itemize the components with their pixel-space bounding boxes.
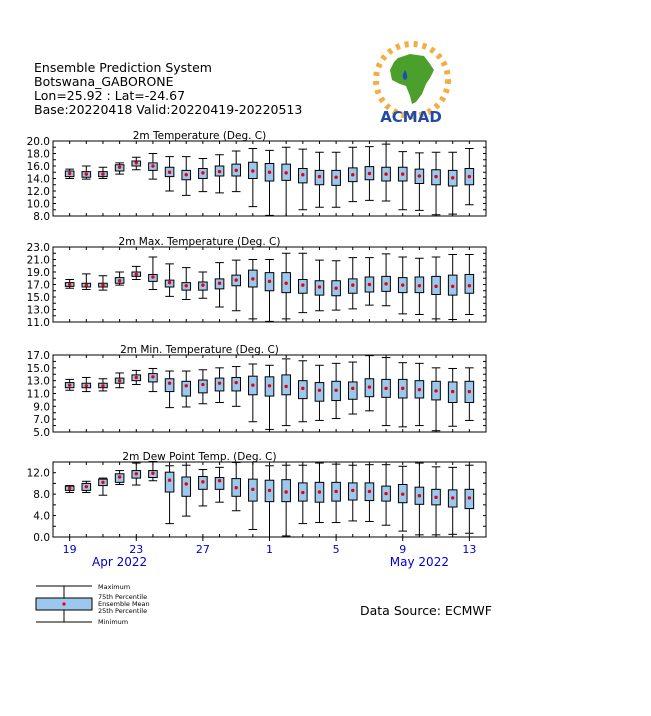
legend-mean-marker: [62, 602, 65, 605]
box-day-14: [282, 147, 291, 216]
y-tick-label: 8.0: [33, 489, 50, 502]
mean-marker: [151, 164, 154, 167]
mean-marker: [384, 282, 387, 285]
mean-marker: [351, 173, 354, 176]
y-tick-label: 0.0: [33, 532, 50, 544]
box-day-6: [149, 154, 158, 180]
box-day-4: [115, 373, 124, 388]
box-day-8: [182, 268, 191, 300]
mean-marker: [351, 283, 354, 286]
mean-marker: [234, 486, 237, 489]
box-day-10: [215, 263, 224, 307]
mean-marker: [151, 375, 154, 378]
mean-marker: [401, 172, 404, 175]
mean-marker: [168, 281, 171, 284]
mean-marker: [468, 496, 471, 499]
box-day-19: [365, 147, 374, 201]
box-day-19: [365, 356, 374, 411]
y-tick-label: 12.0: [26, 467, 50, 480]
box-day-22: [415, 463, 424, 535]
mean-marker: [251, 277, 254, 280]
box-day-1: [65, 280, 74, 289]
mean-marker: [318, 490, 321, 493]
box-day-15: [299, 149, 308, 210]
box-day-7: [165, 264, 174, 297]
mean-marker: [301, 387, 304, 390]
box-day-6: [149, 368, 158, 391]
y-tick-label: 5.0: [33, 427, 50, 439]
box-day-7: [165, 371, 174, 408]
box-day-21: [398, 257, 407, 314]
legend-p25: 25th Percentile: [98, 607, 148, 615]
station-coords: Lon=25.92 : Lat=-24.67: [34, 88, 186, 103]
box-day-13: [265, 365, 274, 429]
box-day-1: [65, 486, 74, 493]
box-day-4: [115, 163, 124, 174]
box-day-12: [249, 149, 258, 207]
x-tick-label: 13: [462, 543, 477, 556]
mean-marker: [451, 285, 454, 288]
mean-marker: [301, 173, 304, 176]
mean-marker: [268, 384, 271, 387]
mean-marker: [334, 490, 337, 493]
box-day-4: [115, 272, 124, 285]
mean-marker: [234, 169, 237, 172]
panel-title: 2m Min. Temperature (Deg. C): [120, 344, 279, 356]
y-tick-label: 20.0: [26, 136, 50, 148]
x-tick-label: 23: [129, 543, 144, 556]
box-day-21: [398, 466, 407, 531]
mean-marker: [334, 287, 337, 290]
y-tick-label: 15.0: [26, 292, 50, 304]
box-day-14: [282, 359, 291, 426]
mean-marker: [251, 383, 254, 386]
x-tick-label: 1: [266, 543, 273, 556]
x-month-label: May 2022: [389, 555, 449, 569]
y-tick-label: 17.0: [26, 279, 50, 292]
box-day-20: [382, 465, 391, 526]
box-day-3: [99, 478, 108, 495]
box-day-8: [182, 371, 191, 407]
iqr-box: [465, 275, 474, 294]
box-day-1: [65, 169, 74, 178]
box-day-18: [348, 362, 357, 414]
y-tick-label: 10.0: [26, 198, 50, 211]
box-day-17: [332, 464, 341, 522]
box-day-16: [315, 365, 324, 420]
x-tick-label: 9: [399, 543, 407, 556]
iqr-box: [165, 379, 174, 392]
box-day-24: [448, 368, 457, 426]
box-day-10: [215, 467, 224, 502]
mean-marker: [318, 389, 321, 392]
box-day-13: [265, 466, 274, 537]
mean-marker: [168, 171, 171, 174]
legend-maximum: Maximum: [98, 583, 131, 591]
box-day-5: [132, 463, 141, 485]
box-day-11: [232, 260, 241, 311]
box-day-17: [332, 363, 341, 418]
panel-title: 2m Dew Point Temp. (Deg. C): [122, 451, 277, 463]
mean-marker: [301, 283, 304, 286]
panel-title: 2m Temperature (Deg. C): [132, 130, 267, 142]
box-day-2: [82, 481, 91, 492]
mean-marker: [251, 169, 254, 172]
mean-marker: [451, 176, 454, 179]
box-day-21: [398, 152, 407, 210]
mean-marker: [334, 176, 337, 179]
box-day-10: [215, 155, 224, 193]
iqr-box: [182, 381, 191, 396]
legend-p75: 75th Percentile: [98, 593, 148, 601]
box-day-19: [365, 258, 374, 306]
mean-marker: [434, 285, 437, 288]
mean-marker: [85, 283, 88, 286]
y-tick-label: 19.0: [26, 267, 50, 279]
panel-2: [27, 236, 486, 329]
box-day-4: [115, 471, 124, 485]
y-tick-label: 4.0: [33, 510, 50, 523]
mean-marker: [101, 283, 104, 286]
mean-marker: [401, 387, 404, 390]
box-day-6: [149, 461, 158, 480]
box-day-11: [232, 367, 241, 407]
y-tick-label: 8.0: [33, 211, 50, 223]
y-tick-label: 11.0: [26, 317, 50, 329]
mean-marker: [268, 280, 271, 283]
box-day-3: [99, 379, 108, 391]
panel-3: [27, 344, 486, 439]
mean-marker: [318, 175, 321, 178]
box-day-12: [249, 364, 258, 422]
mean-marker: [418, 388, 421, 391]
mean-marker: [451, 496, 454, 499]
y-tick-label: 12.0: [26, 186, 50, 198]
mean-marker: [351, 489, 354, 492]
box-day-12: [249, 462, 258, 530]
mean-marker: [418, 174, 421, 177]
y-tick-label: 18.0: [26, 148, 50, 161]
mean-marker: [434, 175, 437, 178]
y-tick-label: 7.0: [33, 414, 50, 427]
box-day-2: [82, 166, 91, 179]
iqr-box: [182, 477, 191, 496]
box-day-6: [149, 257, 158, 290]
box-day-18: [348, 465, 357, 521]
box-day-17: [332, 261, 341, 310]
box-day-23: [432, 368, 441, 431]
box-day-12: [249, 260, 258, 319]
mean-marker: [368, 172, 371, 175]
logo-text: ACMAD: [380, 108, 442, 126]
mean-marker: [284, 282, 287, 285]
x-tick-label: 19: [62, 543, 77, 556]
legend-mean: Ensemble Mean: [98, 600, 150, 608]
y-tick-label: 17.0: [26, 350, 50, 362]
chart-title: Ensemble Prediction System: [34, 60, 212, 75]
mean-marker: [168, 382, 171, 385]
mean-marker: [301, 491, 304, 494]
legend-minimum: Minimum: [98, 618, 129, 626]
mean-marker: [418, 494, 421, 497]
box-day-2: [82, 274, 91, 290]
box-day-13: [265, 260, 274, 322]
mean-marker: [434, 496, 437, 499]
legend: [36, 583, 150, 626]
box-day-16: [315, 152, 324, 207]
mean-marker: [135, 273, 138, 276]
box-day-25: [465, 465, 474, 533]
mean-marker: [351, 387, 354, 390]
box-day-15: [299, 465, 308, 523]
iqr-box: [348, 382, 357, 399]
forecast-dates: Base:20220418 Valid:20220419-20220513: [34, 102, 303, 117]
mean-marker: [401, 283, 404, 286]
box-day-20: [382, 144, 391, 201]
mean-marker: [185, 173, 188, 176]
mean-marker: [384, 387, 387, 390]
box-day-24: [448, 467, 457, 534]
mean-marker: [68, 487, 71, 490]
box-day-18: [348, 258, 357, 309]
box-day-22: [415, 363, 424, 425]
africa-shape-icon: [390, 54, 434, 104]
mean-marker: [218, 170, 221, 173]
box-day-23: [432, 152, 441, 215]
box-day-23: [432, 467, 441, 535]
mean-marker: [451, 390, 454, 393]
box-day-15: [299, 253, 308, 312]
box-day-25: [465, 255, 474, 315]
mean-marker: [151, 275, 154, 278]
mean-marker: [334, 389, 337, 392]
mean-marker: [118, 379, 121, 382]
box-day-9: [199, 159, 208, 192]
mean-marker: [101, 172, 104, 175]
iqr-box: [165, 472, 174, 492]
mean-marker: [318, 285, 321, 288]
x-tick-label: 27: [195, 543, 210, 556]
box-day-15: [299, 361, 308, 422]
mean-marker: [185, 384, 188, 387]
panel-title: 2m Max. Temperature (Deg. C): [118, 236, 281, 248]
mean-marker: [218, 382, 221, 385]
box-day-25: [465, 368, 474, 421]
iqr-box: [199, 380, 208, 393]
mean-marker: [418, 284, 421, 287]
mean-marker: [135, 472, 138, 475]
box-day-9: [199, 470, 208, 506]
box-day-20: [382, 358, 391, 426]
mean-marker: [151, 472, 154, 475]
mean-marker: [118, 279, 121, 282]
y-tick-label: 23.0: [26, 242, 50, 254]
y-tick-label: 21.0: [26, 254, 50, 267]
box-day-24: [448, 255, 457, 320]
box-day-2: [82, 377, 91, 391]
mean-marker: [85, 485, 88, 488]
mean-marker: [468, 390, 471, 393]
mean-marker: [384, 492, 387, 495]
y-tick-label: 13.0: [26, 304, 50, 317]
y-tick-label: 15.0: [26, 362, 50, 375]
box-day-8: [182, 465, 191, 516]
mean-marker: [201, 480, 204, 483]
mean-marker: [234, 278, 237, 281]
station-name: Botswana_GABORONE: [34, 74, 174, 89]
mean-marker: [218, 282, 221, 285]
mean-marker: [218, 479, 221, 482]
box-day-7: [165, 466, 174, 524]
mean-marker: [434, 389, 437, 392]
box-day-23: [432, 257, 441, 319]
mean-marker: [118, 166, 121, 169]
mean-marker: [85, 384, 88, 387]
x-month-label: Apr 2022: [92, 555, 148, 569]
box-day-10: [215, 368, 224, 403]
box-day-17: [332, 152, 341, 207]
mean-marker: [201, 171, 204, 174]
mean-marker: [85, 172, 88, 175]
mean-marker: [185, 482, 188, 485]
y-tick-label: 13.0: [26, 375, 50, 388]
box-day-3: [99, 276, 108, 290]
box-day-20: [382, 254, 391, 306]
mean-marker: [68, 283, 71, 286]
box-day-16: [315, 463, 324, 522]
box-day-7: [165, 157, 174, 191]
box-day-22: [415, 258, 424, 314]
box-day-11: [232, 463, 241, 511]
box-day-13: [265, 150, 274, 215]
panel-4: [27, 451, 486, 544]
mean-marker: [268, 489, 271, 492]
mean-marker: [101, 384, 104, 387]
mean-marker: [284, 490, 287, 493]
mean-marker: [168, 479, 171, 482]
box-day-21: [398, 363, 407, 427]
acmad-logo: [376, 44, 448, 126]
y-tick-label: 9.0: [33, 401, 50, 414]
mean-marker: [201, 383, 204, 386]
mean-marker: [284, 171, 287, 174]
x-tick-label: 5: [332, 543, 340, 556]
mean-marker: [68, 383, 71, 386]
mean-marker: [201, 283, 204, 286]
box-day-5: [132, 157, 141, 170]
mean-marker: [135, 376, 138, 379]
box-day-3: [99, 167, 108, 178]
mean-marker: [368, 385, 371, 388]
mean-marker: [468, 284, 471, 287]
mean-marker: [368, 490, 371, 493]
box-day-24: [448, 152, 457, 214]
box-day-18: [348, 147, 357, 201]
mean-marker: [234, 381, 237, 384]
mean-marker: [268, 171, 271, 174]
panel-1: [27, 130, 486, 223]
box-day-19: [365, 465, 374, 522]
box-day-14: [282, 253, 291, 319]
mean-marker: [468, 175, 471, 178]
y-tick-label: 11.0: [26, 388, 50, 401]
mean-marker: [251, 488, 254, 491]
mean-marker: [368, 283, 371, 286]
mean-marker: [401, 492, 404, 495]
mean-marker: [135, 161, 138, 164]
box-day-22: [415, 153, 424, 211]
mean-marker: [284, 385, 287, 388]
mean-marker: [101, 481, 104, 484]
box-day-11: [232, 151, 241, 192]
y-tick-label: 14.0: [26, 173, 50, 186]
box-day-5: [132, 370, 141, 384]
mean-marker: [185, 284, 188, 287]
box-day-14: [282, 465, 291, 536]
box-day-8: [182, 157, 191, 196]
mean-marker: [384, 172, 387, 175]
mean-marker: [118, 475, 121, 478]
box-day-9: [199, 370, 208, 404]
box-day-25: [465, 149, 474, 205]
mean-marker: [68, 172, 71, 175]
box-day-1: [65, 379, 74, 390]
box-day-16: [315, 260, 324, 311]
box-day-5: [132, 266, 141, 279]
y-tick-label: 16.0: [26, 161, 50, 173]
box-day-9: [199, 272, 208, 298]
data-source: Data Source: ECMWF: [360, 603, 492, 618]
